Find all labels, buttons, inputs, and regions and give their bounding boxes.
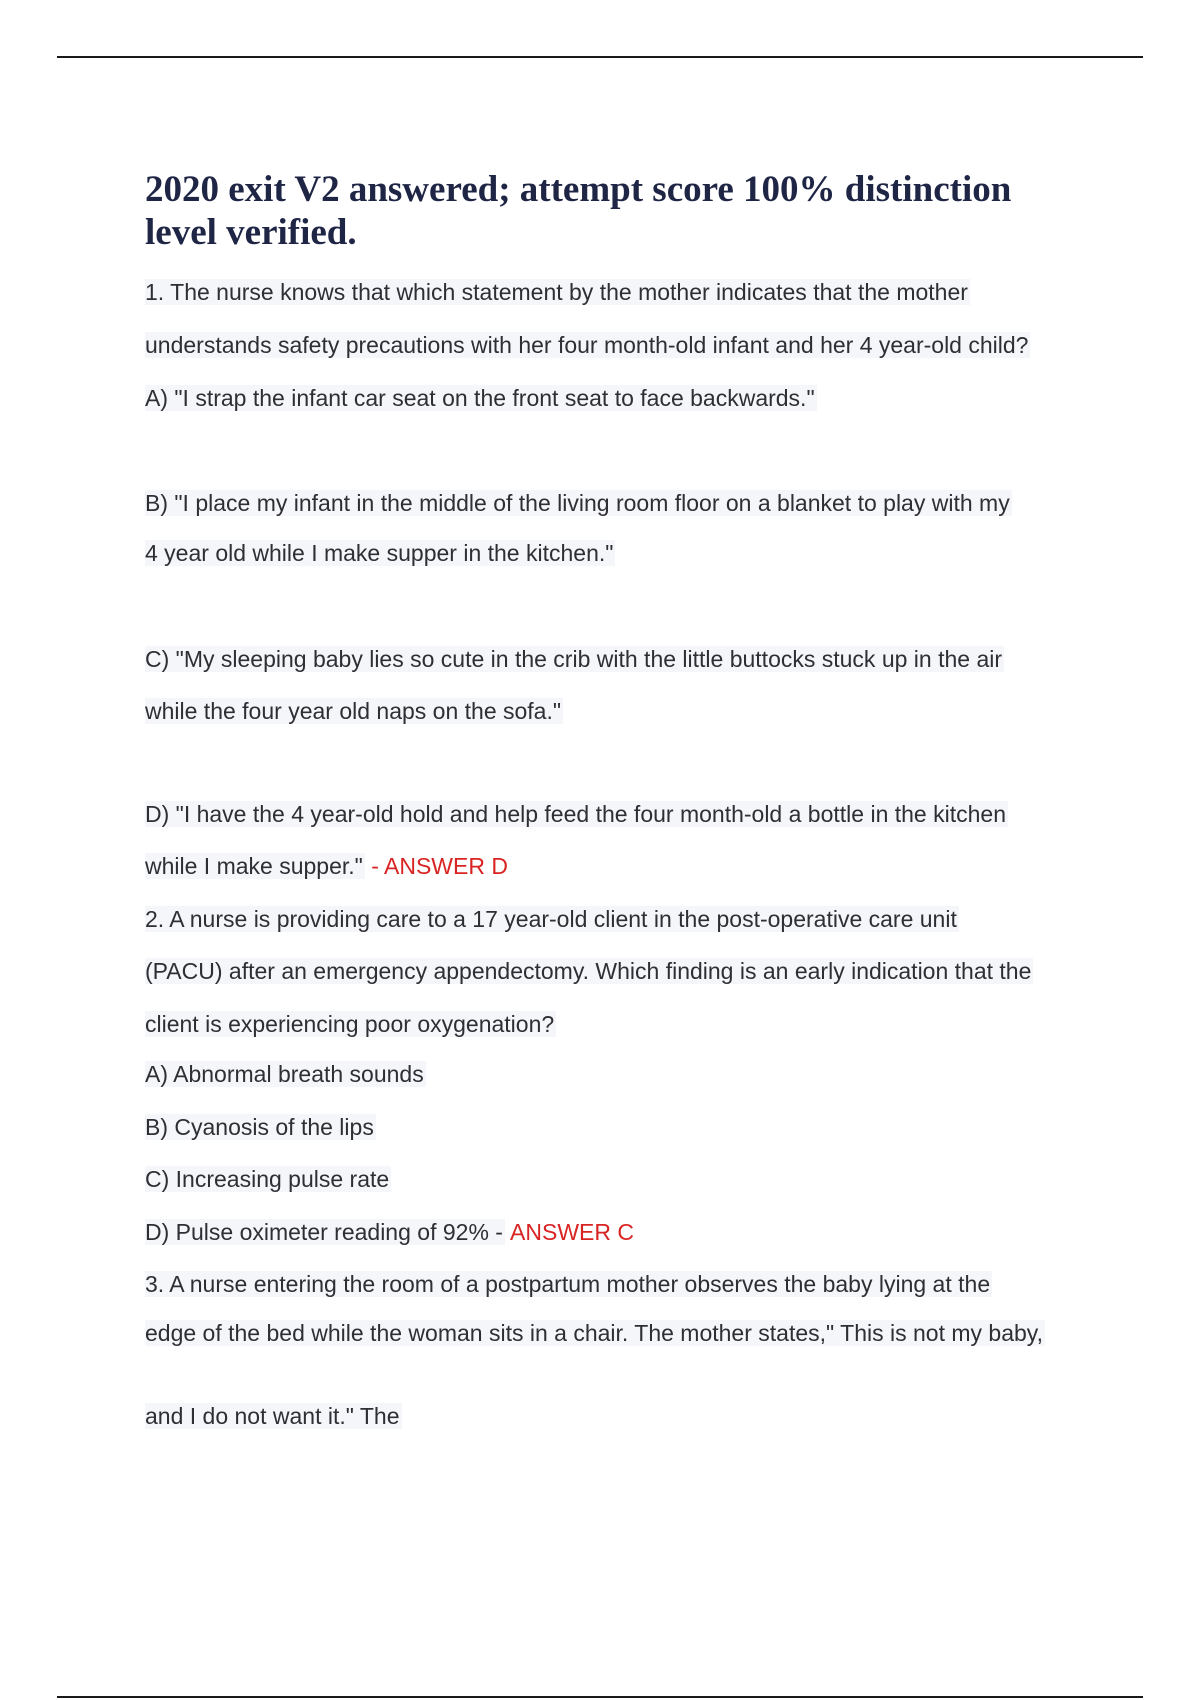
question-2-option-d: D) Pulse oximeter reading of 92% - ANSWER C	[145, 1219, 635, 1245]
question-2-line-2: (PACU) after an emergency appendectomy. Which finding is an early indication that the	[145, 958, 1032, 984]
bottom-divider	[57, 1696, 1143, 1698]
question-3-line-2: edge of the bed while the woman sits in a chair. The mother states," This is not my baby,	[145, 1320, 1043, 1346]
question-2-line-1: 2. A nurse is providing care to a 17 year-old client in the post-operative care unit	[145, 906, 957, 932]
question-1-option-d-line-1: D) "I have the 4 year-old hold and help feed the four month-old a bottle in the kitchen	[145, 801, 1006, 827]
question-1-option-b-line-1: B) "I place my infant in the middle of the living room floor on a blanket to play with my	[145, 490, 1010, 516]
question-2-option-b: B) Cyanosis of the lips	[145, 1114, 374, 1140]
question-1-option-c-line-2: while the four year old naps on the sofa."	[145, 698, 562, 724]
document-title: 2020 exit V2 answered; attempt score 100% distinction level verified.	[145, 169, 1012, 253]
question-1-line-1: 1. The nurse knows that which statement by the mother indicates that the mother	[145, 279, 968, 305]
top-divider	[57, 56, 1143, 58]
question-3-line-1: 3. A nurse entering the room of a postpartum mother observes the baby lying at the	[145, 1271, 991, 1297]
question-1-option-b-line-2: 4 year old while I make supper in the kitchen."	[145, 540, 614, 566]
question-1-option-d-line-2: while I make supper." - ANSWER D	[145, 853, 508, 879]
question-3-line-3: and I do not want it." The	[145, 1403, 400, 1429]
question-1-option-a: A) "I strap the infant car seat on the front seat to face backwards."	[145, 385, 815, 411]
question-1-line-2: understands safety precautions with her four month-old infant and her 4 year-old child?	[145, 332, 1029, 358]
question-2-answer: ANSWER C	[504, 1219, 635, 1245]
question-2-option-c: C) Increasing pulse rate	[145, 1166, 390, 1192]
question-1-answer: - ANSWER D	[364, 853, 508, 879]
question-1-option-c-line-1: C) "My sleeping baby lies so cute in the crib with the little buttocks stuck up in the air	[145, 646, 1003, 672]
question-2-line-3: client is experiencing poor oxygenation?	[145, 1011, 555, 1037]
question-2-option-a: A) Abnormal breath sounds	[145, 1061, 424, 1087]
